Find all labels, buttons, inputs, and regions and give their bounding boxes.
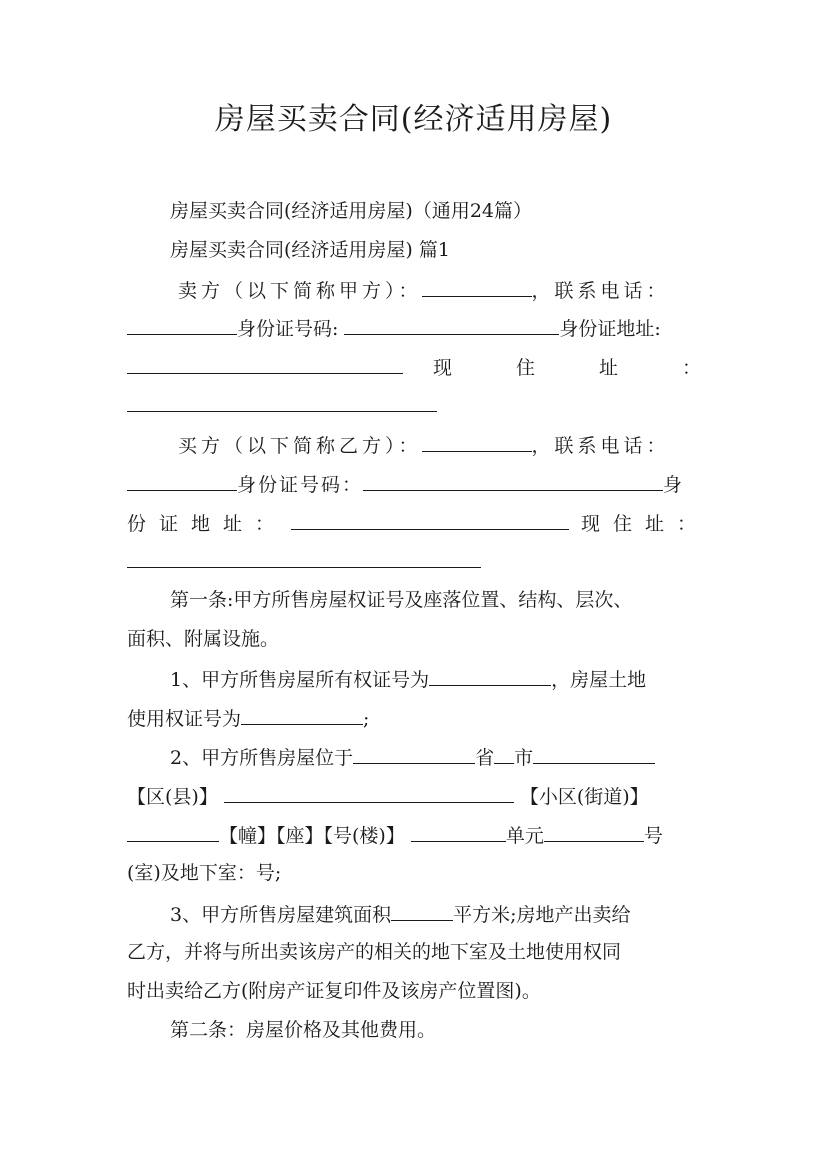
item1-text-a: 1、甲方所售房屋所有权证号为: [170, 669, 430, 691]
buyer-id-blank: [363, 469, 663, 491]
seller-id-line: [127, 313, 701, 343]
room-blank: [544, 820, 644, 842]
item3-text-b: 平方米;房地产出卖给: [453, 904, 631, 926]
province-blank: [353, 742, 475, 764]
item1-text-c: 使用权证号为: [127, 708, 242, 730]
item3-line1: [170, 899, 701, 929]
seller-id-blank: [344, 313, 559, 335]
buyer-addr-line: [127, 508, 710, 538]
part-heading: 房屋买卖合同(经济适用房屋) 篇1: [170, 239, 450, 261]
seller-name-blank: [422, 275, 532, 297]
seller-cur-addr-label: 现住址：: [432, 357, 765, 379]
item2-line3: [127, 820, 701, 850]
buyer-label: 买方（以下简称乙方）：: [178, 435, 422, 457]
building-blank: [127, 820, 219, 842]
ownership-cert-blank: [429, 664, 551, 686]
seller-phone-label: ，联系电话：: [531, 280, 670, 302]
item2-line2: [127, 781, 701, 811]
buyer-id-addr-blank: [291, 508, 569, 530]
item3-text-a: 3、甲方所售房屋建筑面积: [170, 904, 392, 926]
item2-line1: [170, 742, 701, 772]
seller-cur-addr-blank: [127, 411, 437, 412]
item2-xiaoqu: 【小区(街道)】: [519, 786, 649, 808]
buyer-cur-addr-blank: [127, 567, 481, 568]
item3-line2: 乙方，并将与所出卖该房产的相关的地下室及土地使用权同: [127, 941, 622, 963]
seller-id-addr-label: 身份证地址:: [559, 318, 661, 340]
seller-label: 卖方（以下简称甲方）：: [178, 280, 422, 302]
area-blank: [391, 899, 453, 921]
article1-heading-cont: 面积、附属设施。: [127, 628, 280, 650]
item2-text-a: 2、甲方所售房屋位于: [170, 747, 354, 769]
buyer-cur-addr-label: 现住址：: [581, 513, 710, 535]
seller-id-addr-blank: [127, 352, 403, 374]
item1-line1: [170, 664, 701, 694]
seller-id-label: 身份证号码:: [237, 318, 339, 340]
item1-text-d: ;: [363, 708, 370, 730]
unit-blank: [411, 820, 506, 842]
seller-line: [178, 275, 701, 305]
item1-text-b: ，房屋土地: [551, 669, 647, 691]
seller-addr-line: [127, 352, 765, 382]
city-blank: [494, 742, 514, 764]
item3-line3: 时出卖给乙方(附房产证复印件及该房产位置图)。: [127, 980, 541, 1002]
item1-line2: [127, 703, 701, 733]
buyer-line: [178, 430, 701, 460]
land-cert-blank: [241, 703, 363, 725]
item2-shi: 市: [514, 747, 534, 769]
buyer-id-addr-label: 份证地址：: [127, 513, 288, 535]
buyer-id-label: 身份证号码：: [237, 474, 364, 496]
item2-hao: 号: [643, 825, 663, 847]
buyer-phone-label: ，联系电话：: [531, 435, 670, 457]
item2-sheng: 省: [475, 747, 495, 769]
buyer-name-blank: [422, 430, 532, 452]
document-title: 房屋买卖合同(经济适用房屋): [214, 102, 613, 137]
item2-zhuang: 【幢】【座】【号(楼)】: [219, 825, 405, 847]
item2-line4: (室)及地下室：号;: [127, 862, 282, 884]
buyer-id-addr-prefix: 身: [663, 474, 683, 496]
district-blank: [533, 742, 655, 764]
article1-heading: 第一条:甲方所售房屋权证号及座落位置、结构、层次、: [170, 589, 633, 611]
item2-danyuan: 单元: [505, 825, 544, 847]
buyer-id-line: [127, 469, 701, 499]
article2-heading: 第二条：房屋价格及其他费用。: [170, 1019, 437, 1041]
subtitle: 房屋买卖合同(经济适用房屋)（通用24篇）: [170, 200, 533, 222]
buyer-phone-blank: [127, 469, 237, 491]
community-blank: [224, 781, 514, 803]
seller-phone-blank: [127, 313, 237, 335]
item2-qu: 【区(县)】: [127, 786, 218, 808]
